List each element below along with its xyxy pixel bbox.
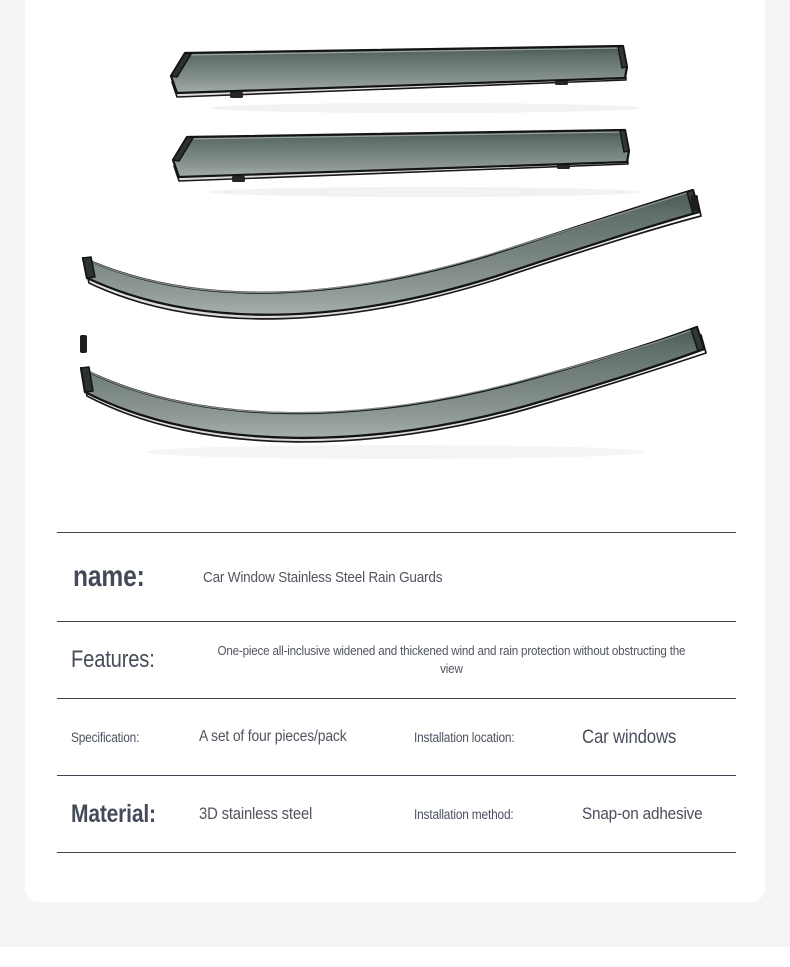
product-image — [25, 0, 765, 505]
table-row-name — [57, 533, 736, 621]
cell-material-label — [71, 800, 199, 829]
table-row-features — [57, 622, 736, 698]
product-card — [25, 0, 765, 902]
cell-install-method-label — [414, 807, 582, 822]
row-label-specification: Specification: — [71, 729, 140, 745]
cell-specification-label — [71, 730, 199, 745]
row-value-specification: A set of four pieces/pack — [199, 728, 347, 745]
specification-table — [57, 532, 736, 853]
row-label-install-location: Installation location: — [414, 729, 515, 745]
row-value-install-method: Snap-on adhesive — [582, 804, 703, 823]
table-divider-bottom — [57, 852, 736, 853]
row-label-features: Features: — [71, 646, 155, 673]
cell-specification-value — [199, 728, 414, 746]
row-value-material: 3D stainless steel — [199, 804, 313, 823]
row-value-install-location: Car windows — [582, 725, 677, 748]
row-value-name: Car Window Stainless Steel Rain Guards — [203, 568, 443, 586]
row-label-install-method: Installation method: — [414, 806, 514, 822]
row-value-features: One-piece all-inclusive widened and thickened wind and rain protection without obstructing the view — [217, 643, 686, 676]
row-label-material: Material: — [71, 799, 156, 828]
cell-install-location-value — [582, 726, 736, 749]
row-label-name: name: — [73, 560, 145, 593]
cell-material-value — [199, 805, 414, 824]
cell-install-method-value — [582, 804, 736, 824]
cell-install-location-label — [414, 730, 582, 745]
table-row-material — [57, 776, 736, 852]
table-row-specification — [57, 699, 736, 775]
